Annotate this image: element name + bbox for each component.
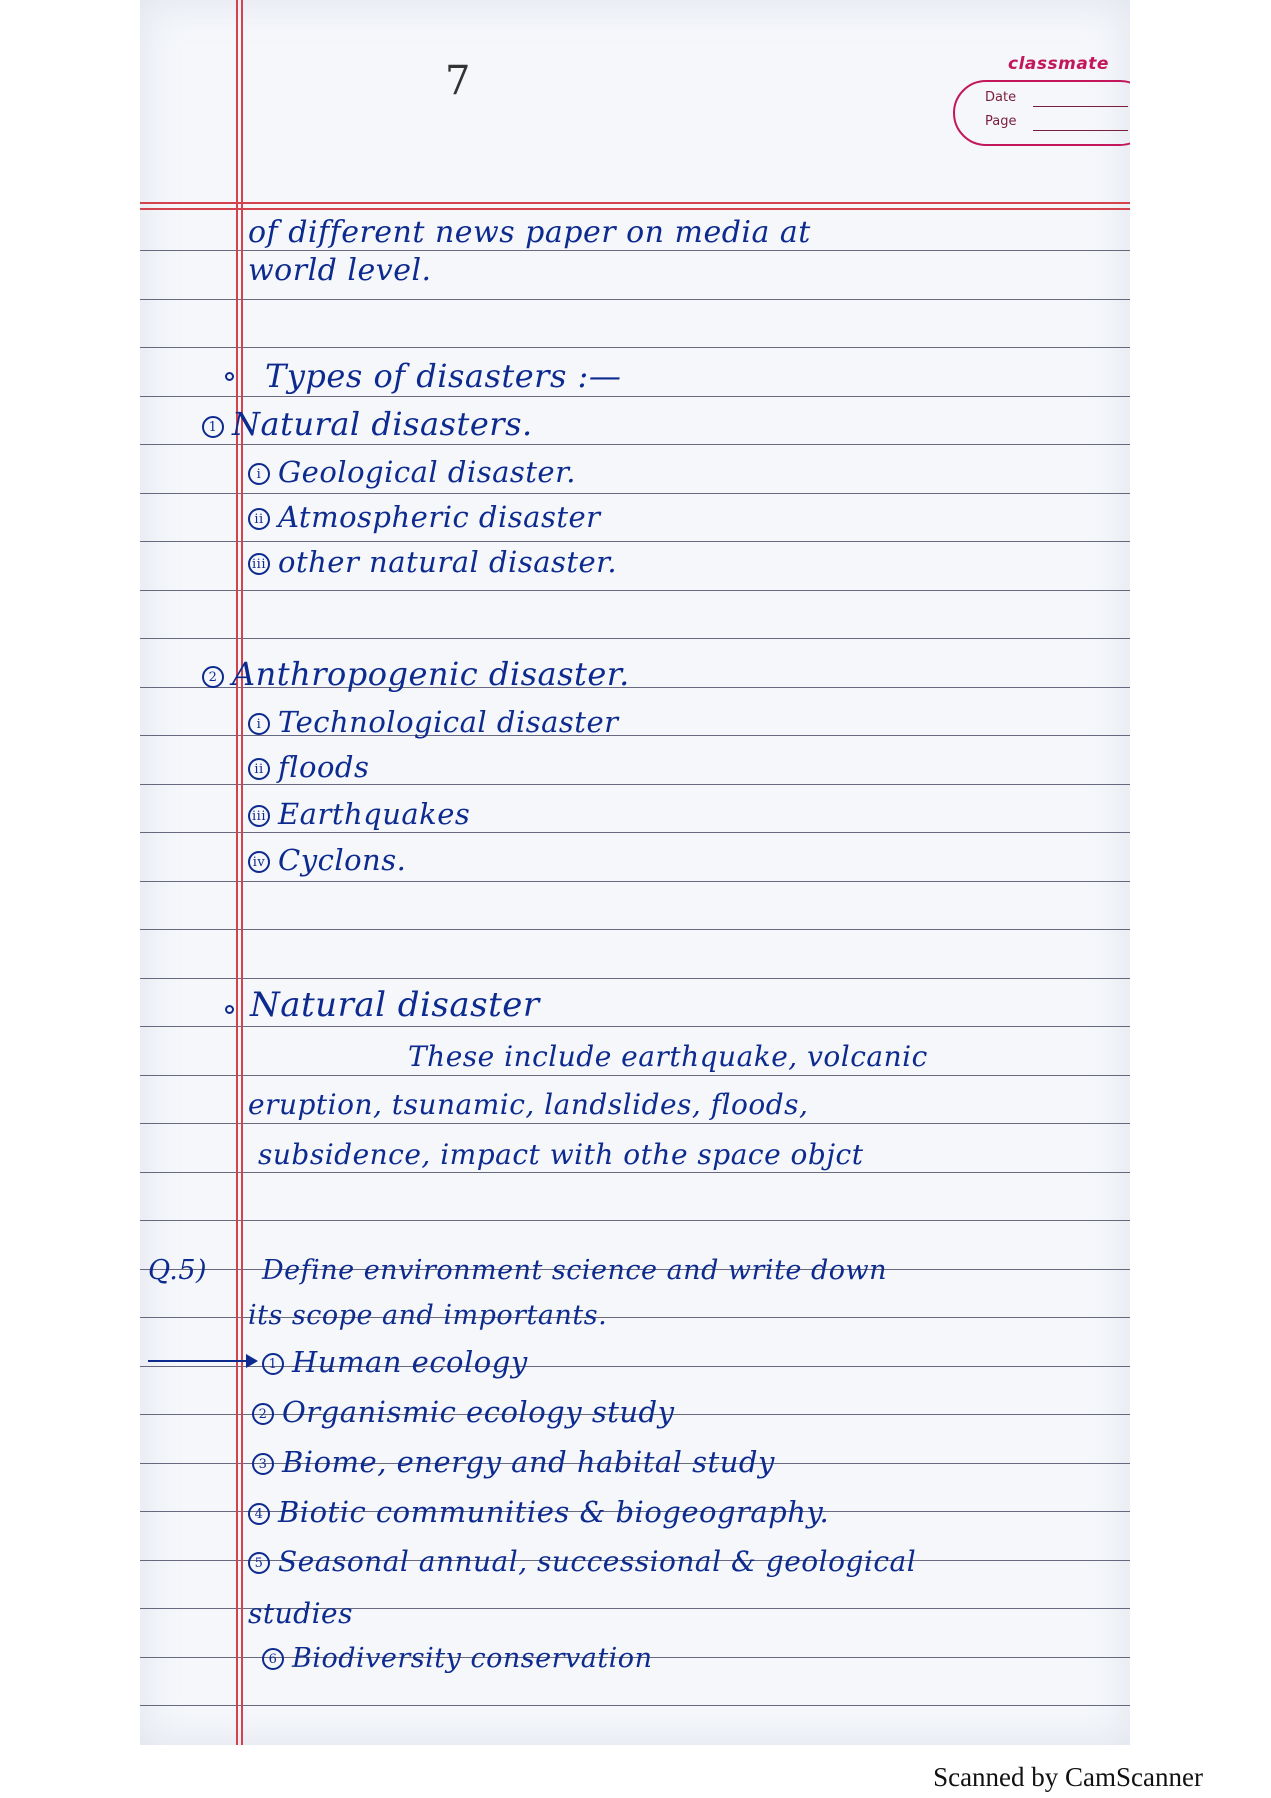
page-label: Page [985,114,1017,129]
item-number: 1 [262,1353,284,1375]
list-item [248,843,406,877]
item-text: Biome, energy and habital study [282,1445,775,1479]
paragraph-line: eruption, tsunamic, landslides, floods, [248,1088,809,1121]
item-text: Organismic ecology study [282,1395,675,1429]
list-item [248,545,617,579]
list-item [248,705,618,739]
ruled-line [140,1123,1130,1124]
list-item [248,797,470,831]
ruled-line [140,396,1130,397]
ruled-line [140,1220,1130,1221]
natural-heading-label: Natural disasters. [232,405,533,443]
item-text: Geological disaster. [278,455,576,489]
ruled-line [140,541,1130,542]
item-number: iv [248,851,270,873]
ruled-line [140,250,1130,251]
nd-heading: Natural disaster [250,985,540,1025]
date-page-box [953,80,1130,146]
item-text: Seasonal annual, successional & geological [278,1545,917,1578]
paragraph-line: These include earthquake, volcanic [408,1040,928,1073]
item-number: ii [248,508,270,530]
item-number: iii [248,805,270,827]
margin-line [241,0,243,1745]
item-number: iii [248,553,270,575]
ruled-line [140,299,1130,300]
ruled-line [140,978,1130,979]
ruled-line [140,638,1130,639]
ruled-line [140,1026,1130,1027]
item-number: i [248,463,270,485]
brand-logo: classmate [1008,54,1109,74]
item-text: Earthquakes [278,797,471,831]
item-text: Atmospheric disaster [278,500,601,534]
list-item [248,750,369,784]
heading: Types of disasters :— [265,357,622,395]
ruled-line [140,929,1130,930]
list-item [248,1495,829,1529]
anthro-heading [202,655,630,693]
list-item [262,1643,652,1674]
item-text: Biodiversity conservation [292,1643,653,1674]
list-item [248,1597,353,1630]
arrow-icon [148,1360,256,1362]
ruled-line [140,1075,1130,1076]
top-rule [140,202,1130,204]
scanner-watermark: Scanned by CamScanner [933,1762,1203,1792]
list-item [248,500,601,534]
item-text: other natural disaster. [278,545,618,579]
list-item [252,1445,775,1479]
ruled-line [140,347,1130,348]
item-text: studies [248,1597,353,1630]
page-underline [1033,130,1128,131]
question-label: Q.5) [148,1255,208,1286]
bullet-dot [225,372,234,381]
ruled-line [140,1705,1130,1706]
bullet-dot [225,1005,234,1014]
ruled-line [140,590,1130,591]
anthro-heading-label: Anthropogenic disaster. [232,655,630,693]
item-number: i [248,713,270,735]
item-number: 4 [248,1503,270,1525]
top-rule [140,208,1130,210]
ruled-line [140,444,1130,445]
ruled-line [140,832,1130,833]
item-number: 3 [252,1453,274,1475]
arrowhead-icon [246,1354,258,1368]
question-text: its scope and importants. [248,1300,608,1331]
paragraph-line: subsidence, impact with othe space objct [258,1138,864,1171]
item-number: 1 [202,416,224,438]
question-text: Define environment science and write down [262,1255,888,1286]
item-text: floods [278,750,370,784]
list-item [252,1395,674,1429]
item-number: 2 [202,666,224,688]
item-text: Cyclons. [278,843,407,877]
item-number: ii [248,758,270,780]
text-line: of different news paper on media at [248,215,811,250]
item-text: Biotic communities & biogeography. [278,1495,830,1529]
date-underline [1033,106,1128,107]
ruled-line [140,1172,1130,1173]
list-item [262,1345,528,1379]
ruled-line [140,493,1130,494]
date-label: Date [985,90,1017,105]
natural-heading [202,405,533,443]
item-number: 2 [252,1403,274,1425]
ruled-line [140,881,1130,882]
page-number: 7 [445,58,471,104]
notebook-page [140,0,1130,1745]
margin-line [236,0,238,1745]
item-number: 6 [262,1648,284,1670]
item-text: Technological disaster [278,705,619,739]
item-number: 5 [248,1552,270,1574]
text-line: world level. [248,253,432,288]
ruled-line [140,784,1130,785]
list-item [248,1545,916,1578]
item-text: Human ecology [292,1345,528,1379]
list-item [248,455,576,489]
